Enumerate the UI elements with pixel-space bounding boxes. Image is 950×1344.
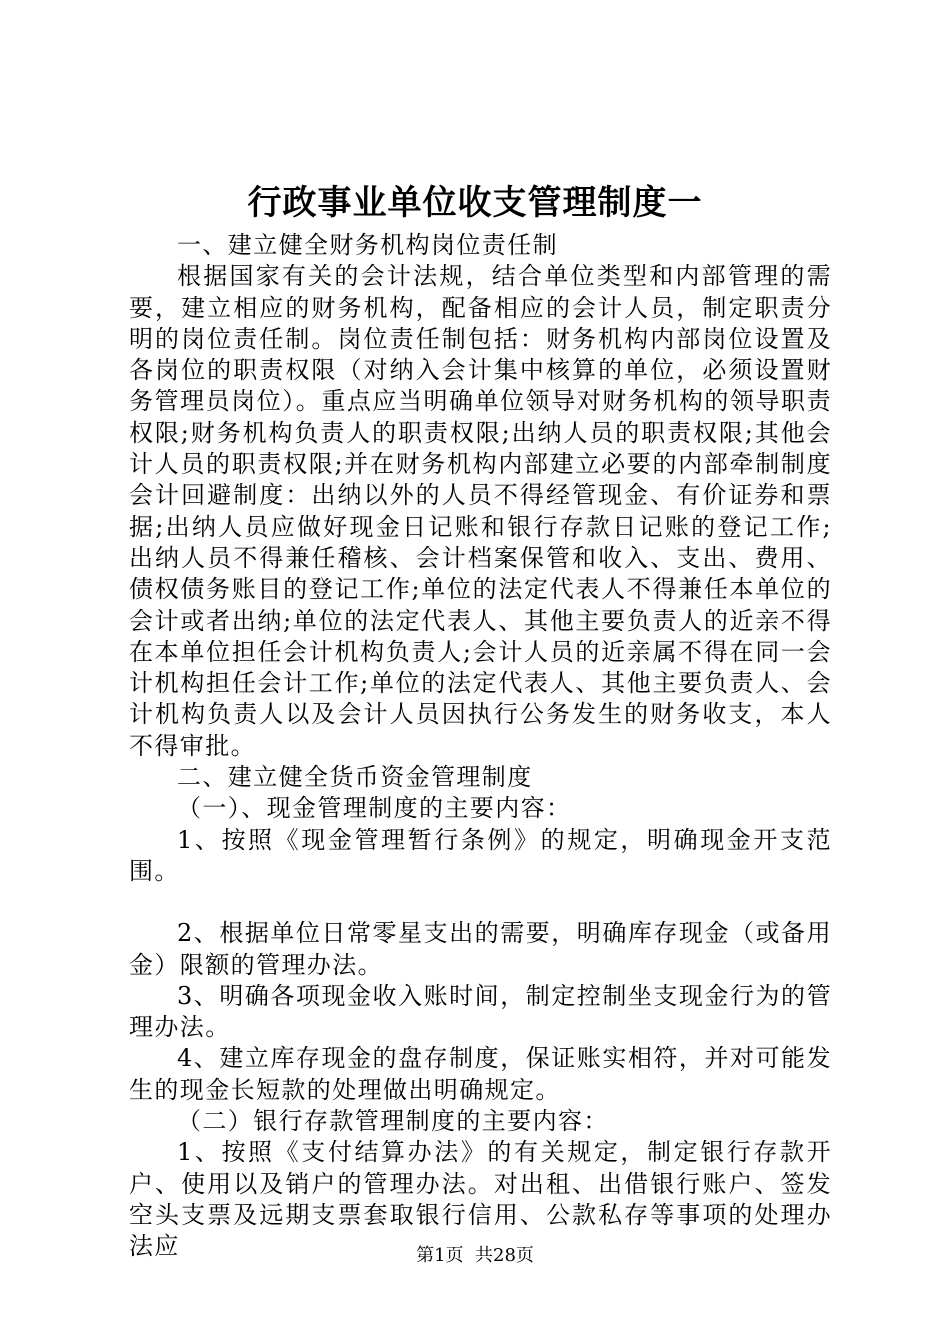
list-item-cash-4: 4、建立库存现金的盘存制度，保证账实相符，并对可能发生的现金长短款的处理做出明确规定。 [129, 1044, 832, 1104]
list-item-cash-2: 2、根据单位日常零星支出的需要，明确库存现金（或备用金）限额的管理办法。 [129, 919, 832, 979]
list-item-cash-1: 1、按照《现金管理暂行条例》的规定，明确现金开支范围。 [129, 825, 832, 885]
page-number: 第1页 [416, 1245, 464, 1266]
page-total: 共28页 [475, 1245, 534, 1266]
paragraph-job-responsibility: 根据国家有关的会计法规，结合单位类型和内部管理的需要，建立相应的财务机构，配备相应的会计人员，制定职责分明的岗位责任制。岗位责任制包括：财务机构内部岗位设置及各岗位的职责权限（对纳入会计集中核算的单位，必须设置财务管理员岗位）。重点应当明确单位领导对财务机构的领导职责权限;财务机构负责人的职责权限;出纳人员的职责权限;其他会计人员的职责权限;并在财务机构内部建立必要的内部牵制制度会计回避制度：出纳以外的人员不得经管现金、有价证券和票据;出纳人员应做好现金日记账和银行存款日记账的登记工作;出纳人员不得兼任稽核、会计档案保管和收入、支出、费用、债权债务账目的登记工作;单位的法定代表人不得兼任本单位的会计或者出纳;单位的法定代表人、其他主要负责人的近亲不得在本单位担任会计机构负责人;会计人员的近亲属不得在同一会计机构担任会计工作;单位的法定代表人、其他主要负责人、会计机构负责人以及会计人员因执行公务发生的财务收支，本人不得审批。 [129, 262, 832, 760]
subsection-heading-bank: （二）银行存款管理制度的主要内容： [177, 1107, 609, 1136]
footer-spacer [464, 1245, 475, 1266]
document-title: 行政事业单位收支管理制度一 [247, 183, 703, 223]
document-body [129, 230, 832, 1263]
list-item-cash-3: 3、明确各项现金收入账时间，制定控制坐支现金行为的管理办法。 [129, 981, 832, 1042]
section-heading-2: 二、建立健全货币资金管理制度 [177, 763, 533, 792]
subsection-heading-cash: （一）、现金管理制度的主要内容： [177, 794, 572, 823]
section-heading-1: 一、建立健全财务机构岗位责任制 [177, 231, 558, 259]
page-footer [0, 1244, 950, 1268]
list-item-bank-1: 1、按照《支付结算办法》的有关规定，制定银行存款开户、使用以及销户的管理办法。对出租、出借银行账户、签发空头支票及远期支票套取银行信用、公款私存等事项的处理办法应 [129, 1138, 832, 1261]
